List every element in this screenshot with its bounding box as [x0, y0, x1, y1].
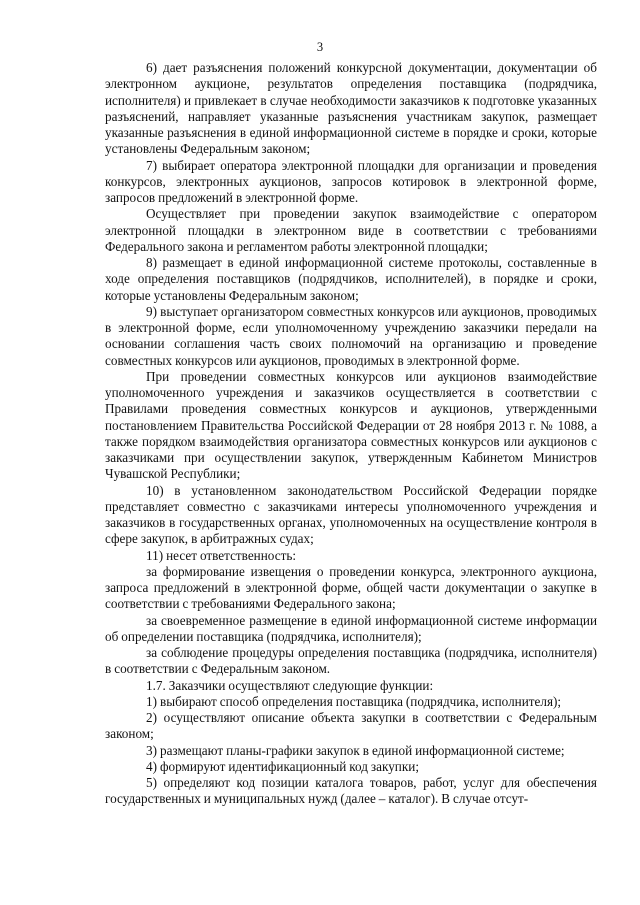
paragraph: за своевременное размещение в единой информационной системе информации об определении поставщика (подрядчика, исполнителя); [105, 612, 597, 644]
paragraph: 10) в установленном законодательством Российской Федерации порядке представляет совместно с заказчиками интересы уполномоченного учреждения и заказчиков в государственных органах, уполномоченных на осуществление контроля в сфере закупок, в арбитражных судах; [105, 482, 597, 547]
paragraph: за формирование извещения о проведении конкурса, электронного аукциона, запроса предложений в электронной форме, общей части документации о закупке в соответствии с требованиями Федерального закона; [105, 563, 597, 612]
paragraph: 2) осуществляют описание объекта закупки в соответствии с Федеральным законом; [105, 710, 597, 742]
paragraph: 4) формируют идентификационный код закупки; [146, 758, 419, 774]
paragraph: 5) определяют код позиции каталога товаров, работ, услуг для обеспечения государственных и муниципальных нужд (далее – каталог). В случае отсут- [105, 775, 597, 807]
paragraph: 8) размещает в единой информационной системе протоколы, составленные в ходе определения поставщиков (подрядчиков, исполнителей), в порядке и сроки, которые установлены Федеральным законом; [105, 255, 597, 303]
paragraph: 9) выступает организатором совместных конкурсов или аукционов, проводимых в электронной форме, если уполномоченному учреждению заказчики передали на основании соглашения часть своих полномочий на организацию и проведение совместных конкурсов или аукционов, проводимых в электронной форме. [105, 303, 597, 368]
paragraph: за соблюдение процедуры определения поставщика (подрядчика, исполнителя) в соответствии с Федеральным законом. [105, 645, 597, 677]
paragraph: 1.7. Заказчики осуществляют следующие функции: [146, 677, 434, 693]
paragraph: 6) дает разъяснения положений конкурсной документации, документации об электронном аукционе, результатов определения поставщика (подрядчика, исполнителя) и привлекает в случае необходимости заказчиков к подготовке указанных разъяснений, направляет указанные разъяснения участникам закупок, размещает указанные разъяснения в единой информационной системе в порядке и сроки, которые установлены Федеральным законом; [105, 60, 597, 157]
paragraph: Осуществляет при проведении закупок взаимодействие с оператором электронной площадки в электронном виде в соответствии с требованиями Федерального закона и регламентом работы электронной площадки; [105, 206, 597, 254]
paragraph: 1) выбирают способ определения поставщика (подрядчика, исполнителя); [146, 693, 562, 709]
paragraph: При проведении совместных конкурсов или аукционов взаимодействие уполномоченного учреждения и заказчиков осуществляется в соответствии с Правилами проведения совместных конкурсов и аукционов, утвержденными постановлением Правительства Российской Федерации от 28 ноября 2013 г. № 1088, а также порядком взаимодействия организатора совместных конкурсов или аукционов с заказчиками при осуществлении закупок, утвержденным Кабинетом Министров Чувашской Республики; [105, 368, 597, 482]
paragraph: 3) размещают планы-графики закупок в единой информационной системе; [146, 742, 565, 758]
paragraph: 7) выбирает оператора электронной площадки для организации и проведения конкурсов, электронных аукционов, запросов котировок в электронной форме, запросов предложений в электронной форме. [105, 157, 597, 205]
page-number: 3 [316, 40, 324, 54]
document-body [105, 60, 597, 808]
paragraph: 11) несет ответственность: [146, 547, 297, 563]
